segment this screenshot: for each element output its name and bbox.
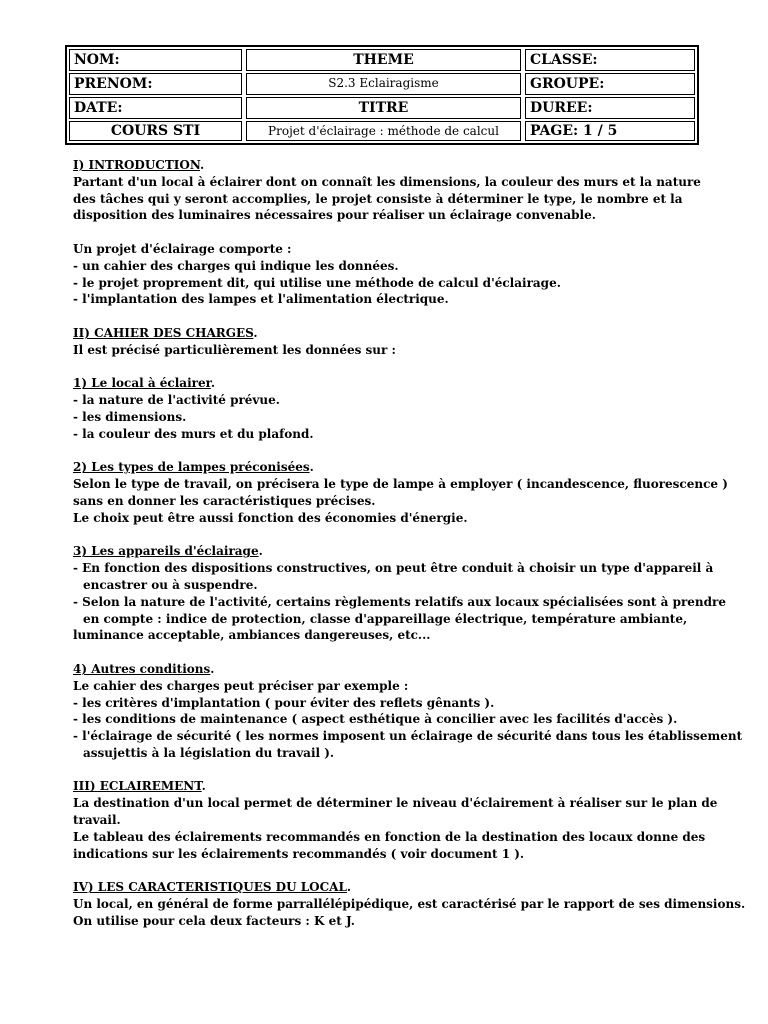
section-heading-introduction: I) INTRODUCTION.: [73, 158, 205, 172]
list-item: - la nature de l'activité prévue.: [73, 393, 280, 408]
list-item: - les critères d'implantation ( pour éviter des reflets gênants ).: [73, 695, 495, 710]
prenom-field: PRENOM:: [69, 73, 242, 95]
list-item-continuation: luminance acceptable, ambiances dangereuses, etc...: [73, 628, 431, 643]
subsection-heading-local: 1) Le local à éclairer.: [73, 376, 215, 391]
list-item: - l'éclairage de sécurité ( les normes imposent un éclairage de sécurité dans tous les établissement: [73, 729, 743, 744]
paragraph-line: sans en donner les caractéristiques précises.: [73, 493, 376, 508]
paragraph-line: Le tableau des éclairements recommandés en fonction de la destination des locaux donne des: [73, 829, 706, 844]
classe-field: CLASSE:: [525, 49, 695, 71]
section-heading-cahier: II) CAHIER DES CHARGES.: [73, 325, 258, 340]
paragraph-line: Selon le type de travail, on précisera le type de lampe à employer ( incandescence, fluorescence ): [73, 477, 728, 492]
section-heading-caracteristiques: IV) LES CARACTERISTIQUES DU LOCAL.: [73, 880, 352, 895]
date-field: DATE:: [69, 97, 242, 119]
heading-text: 1) Le local à éclairer: [73, 376, 211, 391]
list-item-continuation: assujettis à la législation du travail ).: [83, 745, 335, 760]
paragraph-line: indications sur les éclairements recommandés ( voir document 1 ).: [73, 846, 525, 861]
heading-text: I) INTRODUCTION: [73, 158, 201, 172]
list-item: - les dimensions.: [73, 409, 187, 424]
paragraph-line: Le cahier des charges peut préciser par exemple :: [73, 678, 409, 693]
titre-value: Projet d'éclairage : méthode de calcul: [246, 121, 521, 141]
heading-text: 4) Autres conditions: [73, 661, 211, 676]
paragraph-line: Le choix peut être aussi fonction des économies d'énergie.: [73, 510, 468, 525]
groupe-field: GROUPE:: [525, 73, 695, 95]
list-item: - la couleur des murs et du plafond.: [73, 426, 314, 441]
paragraph-line: travail.: [73, 813, 121, 828]
nom-field: NOM:: [69, 49, 242, 71]
heading-text: III) ECLAIREMENT: [73, 779, 202, 794]
heading-text: 2) Les types de lampes préconisées: [73, 460, 310, 475]
heading-text: 3) Les appareils d'éclairage: [73, 544, 259, 559]
paragraph-line: Il est précisé particulièrement les données sur :: [73, 342, 396, 357]
heading-text: II) CAHIER DES CHARGES: [73, 325, 254, 340]
titre-label: TITRE: [246, 97, 521, 119]
heading-text: IV) LES CARACTERISTIQUES DU LOCAL: [73, 880, 347, 895]
subsection-heading-lampes: 2) Les types de lampes préconisées.: [73, 460, 314, 475]
paragraph-line: Un local, en général de forme parrallélépipédique, est caractérisé par le rapport de ses dimensions.: [73, 897, 746, 912]
list-item: - En fonction des dispositions constructives, on peut être conduit à choisir un type d'appareil à: [73, 561, 714, 576]
section-heading-eclairement: III) ECLAIREMENT.: [73, 779, 206, 794]
list-item: - l'implantation des lampes et l'alimentation électrique.: [73, 292, 449, 307]
paragraph-line: disposition des luminaires nécessaires pour réaliser un éclairage convenable.: [73, 208, 596, 223]
duree-field: DUREE:: [525, 97, 695, 119]
subsection-heading-autres: 4) Autres conditions.: [73, 661, 215, 676]
paragraph-line: Partant d'un local à éclairer dont on connaît les dimensions, la couleur des murs et la nature: [73, 174, 701, 189]
theme-label: THEME: [246, 49, 521, 71]
header-table: [65, 45, 699, 145]
document-body: [73, 157, 746, 930]
list-item-continuation: en compte : indice de protection, classe d'appareillage électrique, température ambiante,: [83, 611, 688, 626]
page-number: PAGE: 1 / 5: [525, 121, 695, 141]
list-item-continuation: encastrer ou à suspendre.: [83, 577, 258, 592]
paragraph-line: On utilise pour cela deux facteurs : K et J.: [73, 913, 355, 928]
theme-value: S2.3 Eclairagisme: [246, 73, 521, 95]
list-item: - le projet proprement dit, qui utilise une méthode de calcul d'éclairage.: [73, 275, 561, 290]
paragraph-line: des tâches qui y seront accomplies, le projet consiste à déterminer le type, le nombre et la: [73, 191, 683, 206]
subsection-heading-appareils: 3) Les appareils d'éclairage.: [73, 544, 263, 559]
paragraph-line: Un projet d'éclairage comporte :: [73, 241, 292, 256]
list-item: - les conditions de maintenance ( aspect esthétique à concilier avec les facilités d'accès ).: [73, 712, 678, 727]
paragraph-line: La destination d'un local permet de déterminer le niveau d'éclairement à réaliser sur le plan de: [73, 796, 718, 811]
list-item: - un cahier des charges qui indique les données.: [73, 258, 399, 273]
list-item: - Selon la nature de l'activité, certains règlements relatifs aux locaux spécialisées sont à prendre: [73, 594, 726, 609]
cours-field: COURS STI: [69, 121, 242, 141]
